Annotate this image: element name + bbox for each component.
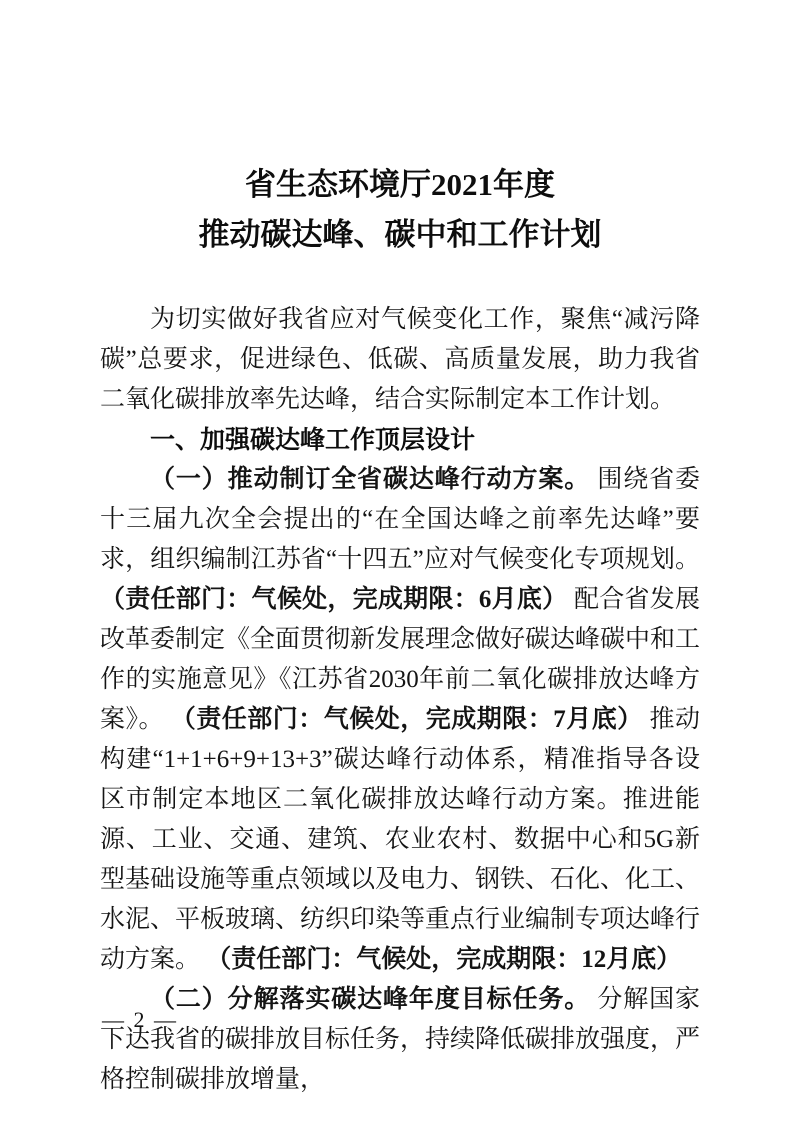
section-1-item-2-paragraph bbox=[100, 980, 700, 1100]
item-1-body-text-2: 配合省发展改革委制定《全面贯彻新发展理念做好碳达峰碳中和工作的实施意见》《江苏省2030年前二氧化碳排放达峰方案》。 bbox=[100, 586, 701, 733]
document-title-line-1: 省生态环境厅2021年度 bbox=[245, 167, 555, 202]
item-1-responsibility-note-3: （责任部门：气候处，完成期限：12月底） bbox=[206, 946, 682, 973]
intro-text: 为切实做好我省应对气候变化工作，聚焦“减污降碳”总要求，促进绿色、低碳、高质量发展，助力我省二氧化碳排放率先达峰，结合实际制定本工作计划。 bbox=[100, 306, 700, 413]
item-1-body-text-1: 围绕省委十三届九次全会提出的“在全国达峰之前率先达峰”要求，组织编制江苏省“十四五”应对气候变化专项规划。 bbox=[100, 466, 700, 573]
section-1-heading-text: 一、加强碳达峰工作顶层设计 bbox=[150, 426, 476, 454]
document-body bbox=[100, 300, 700, 1100]
item-1-responsibility-note-1: （责任部门：气候处，完成期限：6月底） bbox=[100, 586, 568, 613]
section-1-item-1-paragraph bbox=[100, 460, 700, 980]
item-2-body-text: 分解国家下达我省的碳排放目标任务，持续降低碳排放强度，严格控制碳排放增量， bbox=[100, 986, 701, 1093]
page-number: — 2 — bbox=[102, 1007, 178, 1032]
intro-paragraph bbox=[100, 300, 700, 420]
item-1-responsibility-note-2: （责任部门：气候处，完成期限：7月底） bbox=[170, 706, 643, 733]
item-2-lead-sentence: （二）分解落实碳达峰年度目标任务。 bbox=[150, 986, 591, 1013]
item-1-lead-sentence: （一）推动制订全省碳达峰行动方案。 bbox=[150, 466, 591, 493]
document-title bbox=[0, 0, 800, 260]
document-title-line-2: 推动碳达峰、碳中和工作计划 bbox=[198, 217, 602, 252]
item-1-body-text-3: 推动构建“1+1+6+9+13+3”碳达峰行动体系，精准指导各设区市制定本地区二氧化碳排放达峰行动方案。推进能源、工业、交通、建筑、农业农村、数据中心和5G新型基础设施等重点领域以及电力、钢铁、石化、化工、水泥、平板玻璃、纺织印染等重点行业编制专项达峰行动方案。 bbox=[100, 706, 701, 973]
section-1-heading bbox=[100, 420, 700, 460]
